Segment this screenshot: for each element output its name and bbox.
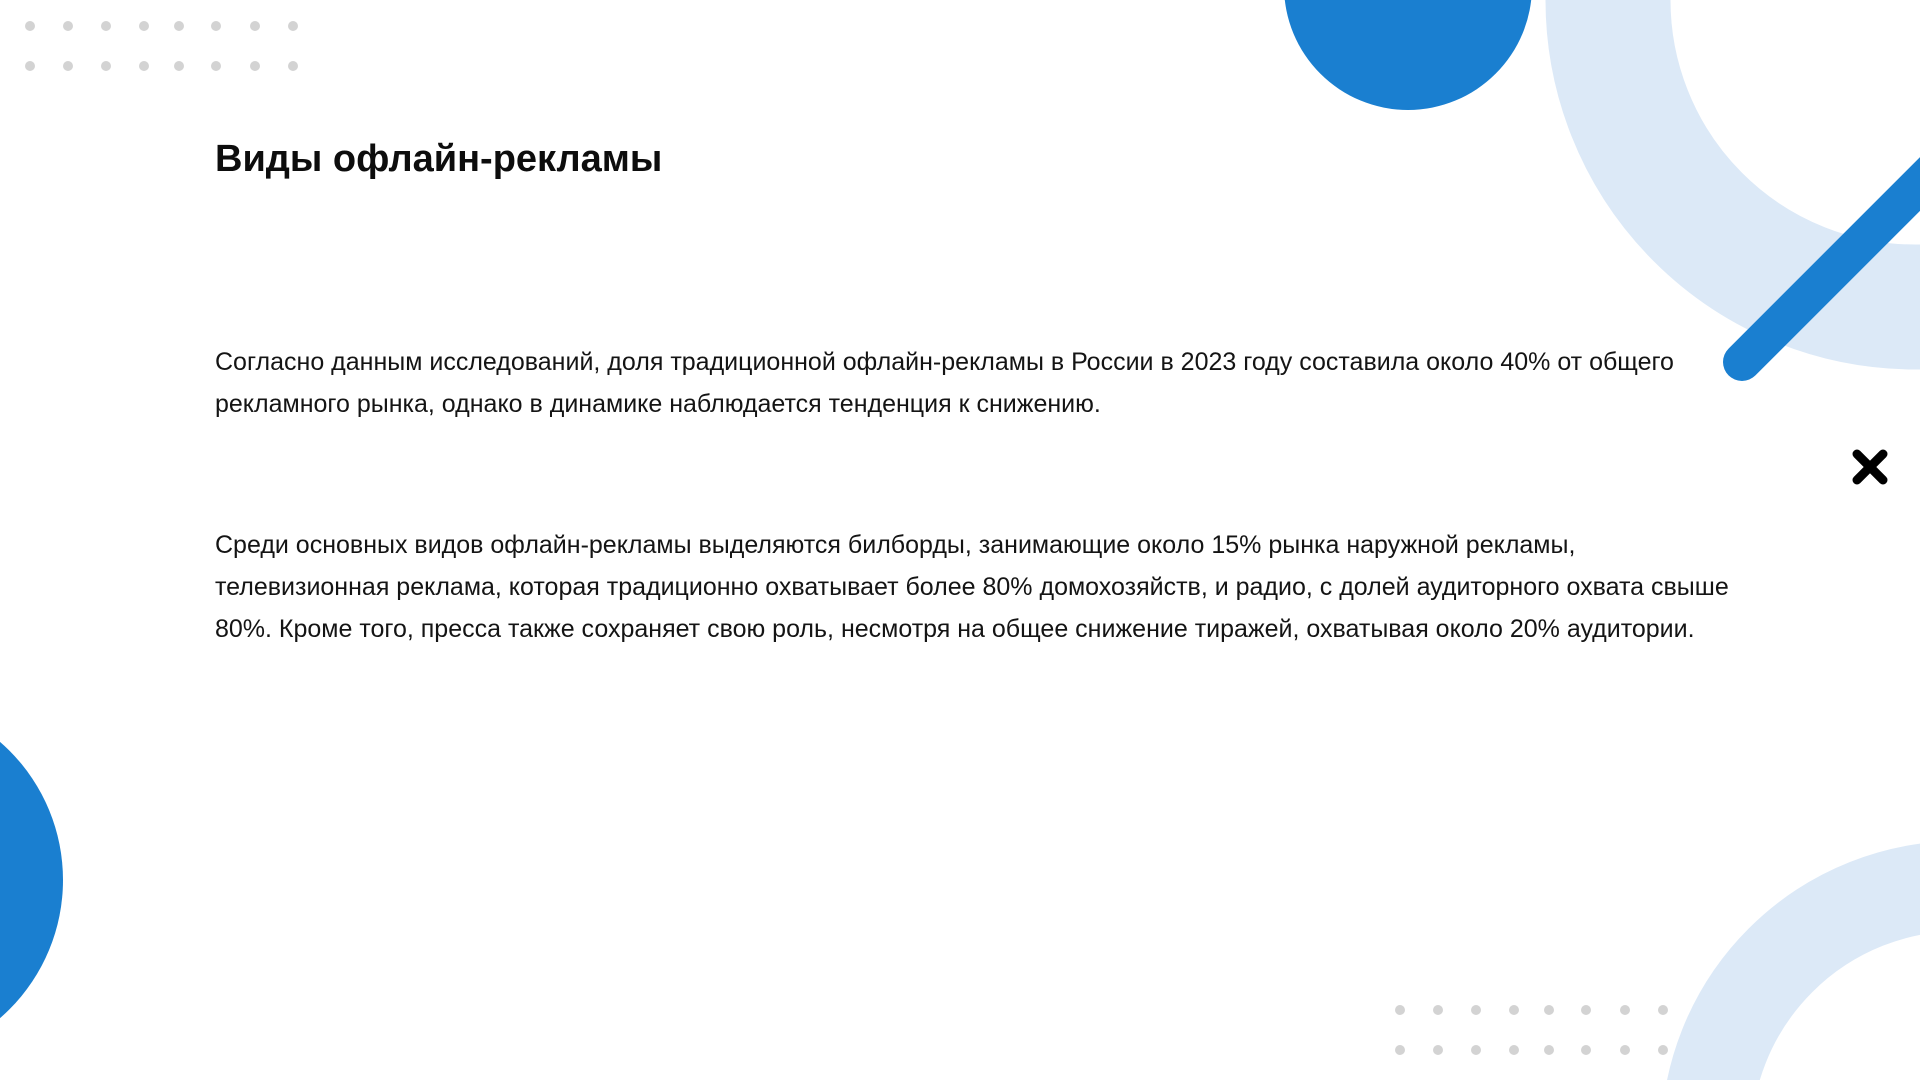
- slide-title: Виды офлайн-рекламы: [215, 138, 663, 180]
- light-ring-bottom-right: [1706, 886, 1920, 1080]
- close-icon: [1850, 447, 1890, 487]
- dot-grid-bottom: [1395, 1005, 1668, 1055]
- blue-diagonal-bar: [1742, 164, 1920, 362]
- paragraph-ad-types: Среди основных видов офлайн-рекламы выделяются билборды, занимающие около 15% рынка наружной рекламы, телевизионная реклама, которая традиционно охватывает более 80% домохозяйств, и радио, с долей аудиторного охвата свыше 80%. Кроме того, пресса также сохраняет свою роль, несмотря на общее снижение тиражей, охватывая около 20% аудитории.: [215, 531, 1729, 643]
- dot-grid-top-left: [25, 21, 298, 71]
- light-ring-top-right: [1608, 0, 1920, 307]
- paragraph-market-share: Согласно данным исследований, доля традиционной офлайн-рекламы в России в 2023 году составила около 40% от общего рекламного рынка, однако в динамике наблюдается тенденция к снижению.: [215, 348, 1674, 418]
- close-button[interactable]: [1850, 447, 1890, 487]
- blue-circle-left: [0, 697, 63, 1063]
- blue-circle-top: [1284, 0, 1532, 110]
